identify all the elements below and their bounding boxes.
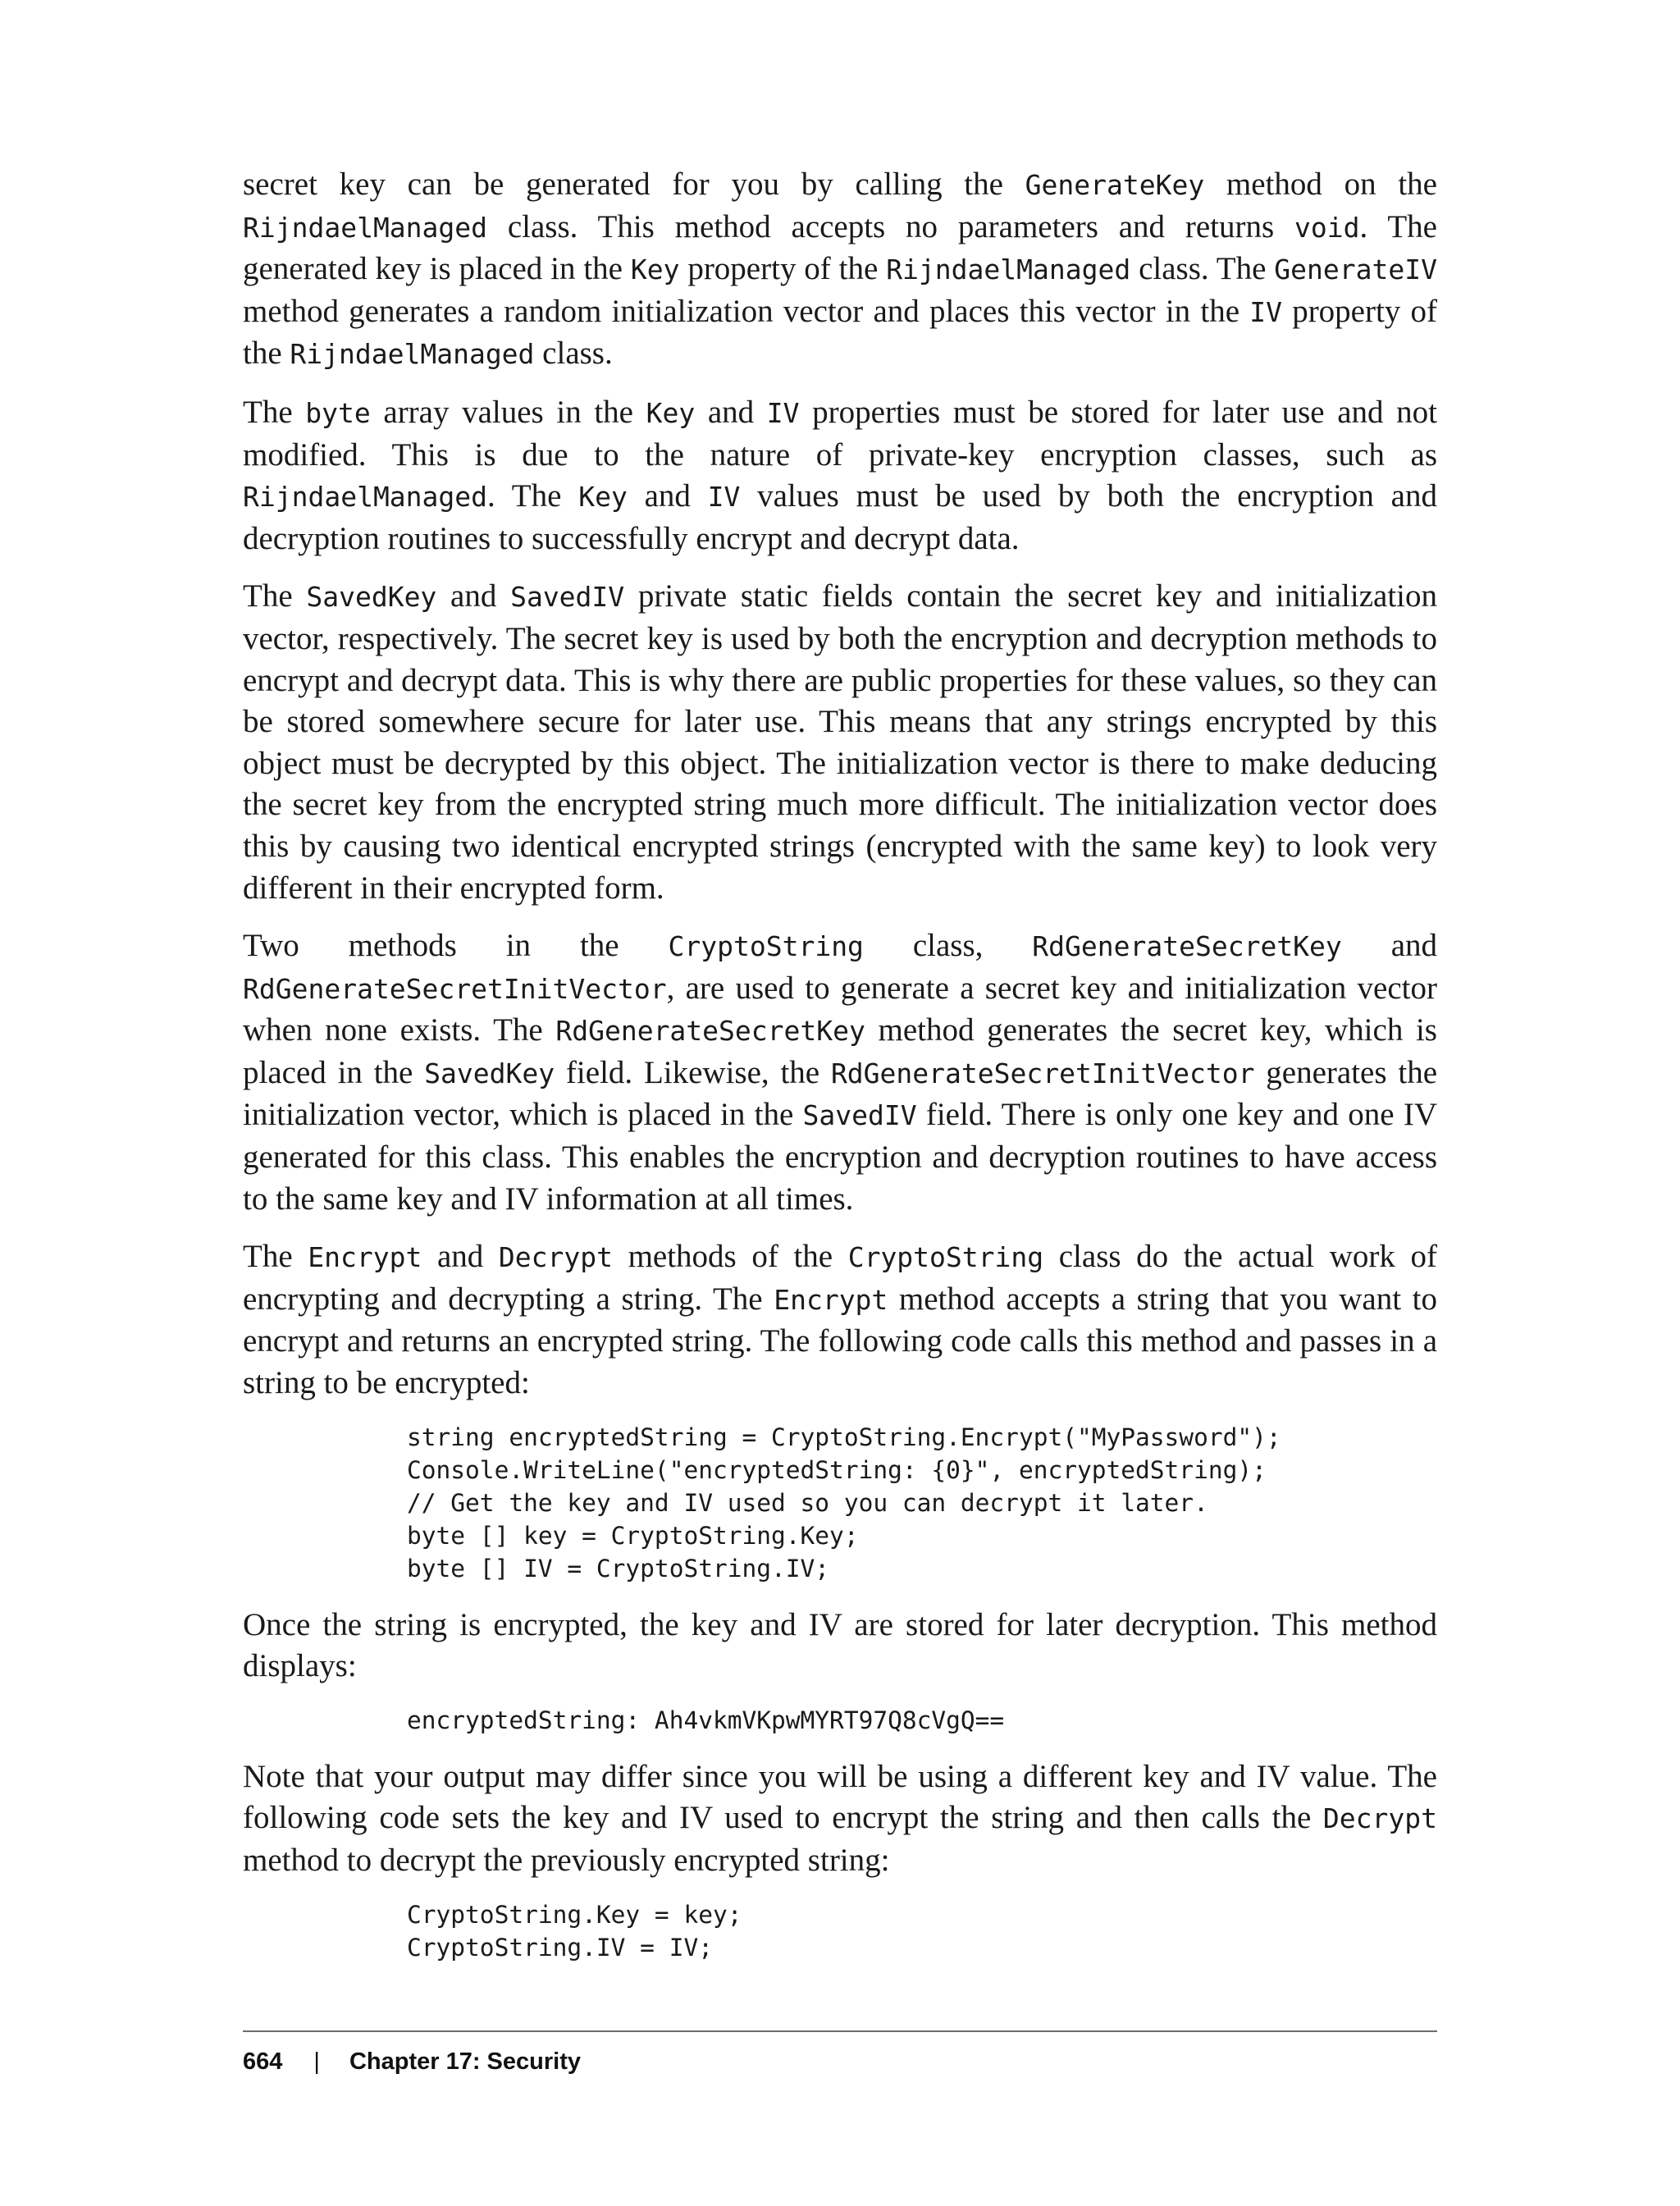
paragraph (243, 392, 1437, 559)
paragraph (243, 1605, 1437, 1688)
text-run: . The generated key is placed in the (243, 208, 1437, 287)
text-run: class. This method accepts no parameters and returns (487, 208, 1294, 244)
text-run: and (1341, 928, 1438, 964)
code-block-decrypt: CryptoString.Key = key; CryptoString.IV = IV; (407, 1900, 742, 1962)
text-run: The (243, 578, 307, 614)
page-number: 664 (243, 2048, 283, 2075)
inline-code: void (1294, 211, 1360, 244)
inline-code: Key (646, 396, 696, 429)
inline-code: SavedIV (802, 1099, 917, 1132)
footer-separator: | (313, 2048, 320, 2075)
text-run: and (436, 578, 511, 614)
text-run: Once the string is encrypted, the key and IV are stored for later decryption. This method displays: (243, 1606, 1437, 1684)
inline-code: RdGenerateSecretInitVector (830, 1057, 1255, 1089)
text-run: The (243, 394, 306, 430)
text-run: method to decrypt the previously encrypted string: (243, 1843, 890, 1878)
text-run: generates the initialization vector, which is placed in the (243, 1054, 1438, 1133)
text-run: class. The (1130, 251, 1275, 287)
inline-code: SavedIV (510, 581, 625, 614)
inline-code: Key (630, 253, 680, 286)
text-run: values must be used by both the encryption and decryption routines to successfully encrypt and decrypt data. (243, 478, 1437, 556)
inline-code: Encrypt (308, 1241, 422, 1274)
inline-code: IV (707, 481, 741, 514)
text-run: method accepts a string that you want to encrypt and returns an encrypted string. The following code calls this method and passes in a string to be encrypted: (243, 1281, 1437, 1401)
code-block-encrypt: string encryptedString = CryptoString.Encrypt("MyPassword"); Console.WriteLine("encryptedString: {0}", encryptedString); // Get the key and IV used so you can decrypt it later. byte [] key = CryptoString.Key; byte [] IV = CryptoString.IV; (407, 1423, 1281, 1583)
text-run: field. Likewise, the (555, 1054, 831, 1090)
inline-code: RijndaelManaged (886, 253, 1131, 286)
inline-code: Encrypt (774, 1283, 888, 1316)
text-run: methods of the (612, 1239, 848, 1275)
inline-code: GenerateIV (1274, 253, 1437, 286)
text-run: and (422, 1239, 499, 1275)
inline-code: RijndaelManaged (243, 481, 488, 514)
chapter-title: Chapter 17: Security (349, 2048, 581, 2075)
text-run: Two methods in the (243, 928, 669, 964)
inline-code: Key (578, 481, 628, 514)
text-run: and (627, 478, 708, 514)
inline-code: CryptoString (668, 930, 864, 963)
paragraph (243, 164, 1437, 376)
text-run: class. (534, 336, 613, 372)
text-run: field. There is only one key and one IV generated for this class. This enables the encryption and decryption routines to have access to the same key and IV information at all times. (243, 1097, 1437, 1217)
text-run: and (695, 394, 767, 430)
text-run: method generates the secret key, which is placed in the (243, 1012, 1437, 1090)
inline-code: RdGenerateSecretInitVector (243, 972, 667, 1005)
inline-code: RijndaelManaged (243, 211, 488, 244)
inline-code: RdGenerateSecretKey (1032, 930, 1342, 963)
inline-code: SavedKey (306, 581, 437, 614)
text-run: property of the (243, 293, 1438, 372)
inline-code: byte (305, 396, 371, 429)
text-run: secret key can be generated for you by calling the (243, 167, 1025, 202)
text-run: Note that your output may differ since you will be using a different key and IV value. The following code sets the key and IV used to encrypt the string and then calls the (243, 1758, 1437, 1836)
text-run: properties must be stored for later use and not modified. This is due to the nature of private-key encryption classes, such as (243, 394, 1438, 473)
text-run: class, (863, 928, 1033, 964)
text-run: property of the (679, 251, 887, 287)
inline-code: Decrypt (498, 1241, 613, 1274)
paragraph (243, 1236, 1437, 1404)
inline-code: IV (1249, 295, 1282, 328)
page-footer (243, 2030, 1437, 2076)
text-run: array values in the (370, 394, 646, 430)
inline-code: IV (766, 396, 800, 429)
inline-code: SavedKey (424, 1057, 555, 1089)
page-body (243, 164, 1437, 1984)
paragraph (243, 925, 1437, 1220)
text-run: method generates a random initialization vector and places this vector in the (243, 293, 1250, 329)
text-run: method on the (1204, 167, 1437, 202)
text-run: , are used to generate a secret key and initialization vector when none exists. The (243, 970, 1437, 1048)
inline-code: Decrypt (1322, 1802, 1437, 1835)
text-run: The (243, 1239, 308, 1275)
paragraph (243, 1756, 1437, 1882)
inline-code: GenerateKey (1025, 169, 1205, 201)
paragraph (243, 576, 1437, 909)
inline-code: RdGenerateSecretKey (555, 1015, 865, 1048)
code-block-output: encryptedString: Ah4vkmVKpwMYRT97Q8cVgQ== (407, 1706, 1005, 1734)
text-run: . The (487, 478, 579, 514)
inline-code: CryptoString (847, 1241, 1044, 1274)
text-run: private static fields contain the secret key and initialization vector, respectively. The secret key is used by both the encryption and decryption methods to encrypt and decrypt data. This is why there are public properties for these values, so they can be stored somewhere secure for later use. This means that any strings encrypted by this object must be decrypted by this object. The initialization vector is there to make deducing the secret key from the encrypted string much more difficult. The initialization vector does this by causing two identical encrypted strings (encrypted with the same key) to look very different in their encrypted form. (243, 578, 1437, 906)
text-run: class do the actual work of encrypting and decrypting a string. The (243, 1239, 1437, 1317)
inline-code: RijndaelManaged (290, 338, 535, 371)
